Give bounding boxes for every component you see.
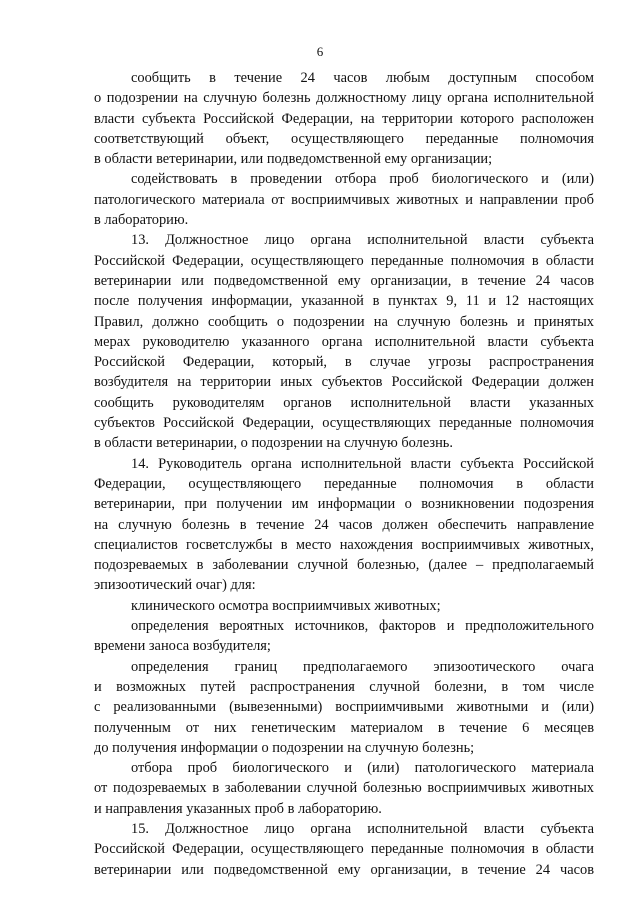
- text-line: сообщить руководителям органов исполнительной власти указанных: [94, 394, 594, 411]
- text-line: Российской Федерации, осуществляющего переданные полномочия в области: [94, 252, 594, 269]
- text-line: до получения информации о подозрении на случную болезнь;: [94, 739, 475, 756]
- text-line: в области ветеринарии, о подозрении на случную болезнь.: [94, 435, 453, 452]
- text-line: патологического материала от восприимчивых животных и направлении проб: [94, 191, 594, 208]
- text-line: 15. Должностное лицо органа исполнительной власти субъекта: [131, 820, 594, 837]
- text-line: ветеринарии или подведомственной ему организации, в течение 24 часов: [94, 272, 594, 289]
- text-line: о подозрении на случную болезнь должностному лицу органа исполнительной: [94, 90, 594, 107]
- text-line: времени заноса возбудителя;: [94, 638, 271, 655]
- text-line: ветеринарии или подведомственной ему организации, в течение 24 часов: [94, 861, 594, 878]
- text-line: полученным от них генетическим материалом в течение 6 месяцев: [94, 719, 594, 736]
- text-line: 14. Руководитель органа исполнительной власти субъекта Российской: [131, 455, 594, 472]
- text-line: Российской Федерации, осуществляющего переданные полномочия в области: [94, 841, 594, 858]
- text-line: эпизоотический очаг) для:: [94, 577, 256, 594]
- text-line: содействовать в проведении отбора проб биологического и (или): [131, 171, 594, 188]
- page-number: 6: [316, 44, 324, 59]
- text-line: 13. Должностное лицо органа исполнительной власти субъекта: [131, 232, 594, 249]
- text-line: соответствующий объект, осуществляющего переданные полномочия: [94, 130, 594, 147]
- text-line: отбора проб биологического и (или) патологического материала: [131, 760, 594, 777]
- text-line: в лабораторию.: [94, 212, 189, 229]
- document-body: [94, 68, 594, 880]
- text-line: субъектов Российской Федерации, осуществляющих переданные полномочия: [94, 415, 594, 432]
- text-line: в области ветеринарии, или подведомственной ему организации;: [94, 151, 493, 168]
- text-line: мерах руководителю указанного органа исполнительной власти субъекта: [94, 333, 594, 350]
- text-line: и возможных путей распространения случной болезни, в том числе: [94, 678, 594, 695]
- text-line: подозреваемых в заболевании случной болезнью, (далее – предполагаемый: [94, 557, 594, 574]
- text-line: клинического осмотра восприимчивых животных;: [131, 597, 441, 614]
- text-line: возбудителя на территории иных субъектов Российской Федерации должен: [94, 374, 594, 391]
- text-line: Правил, должно сообщить о подозрении на случную болезнь и принятых: [94, 313, 594, 330]
- text-line: и направления указанных проб в лабораторию.: [94, 800, 382, 817]
- text-line: с реализованными (вывезенными) восприимчивыми животными и (или): [94, 699, 594, 716]
- text-line: сообщить в течение 24 часов любым доступным способом: [131, 70, 594, 86]
- text-line: определения границ предполагаемого эпизоотического очага: [131, 658, 594, 675]
- text-line: власти субъекта Российской Федерации, на территории которого расположен: [94, 110, 594, 127]
- text-line: Российской Федерации, который, в случае угрозы распространения: [94, 354, 594, 371]
- text-line: от подозреваемых в заболевании случной болезнью восприимчивых животных: [94, 780, 594, 797]
- text-line: после получения информации, указанной в пунктах 9, 11 и 12 настоящих: [94, 293, 594, 310]
- text-line: определения вероятных источников, факторов и предположительного: [131, 618, 594, 635]
- text-line: специалистов госветслужбы в место нахождения восприимчивых животных,: [94, 536, 594, 553]
- text-line: Федерации, осуществляющего переданные полномочия в области: [94, 475, 594, 492]
- text-line: на случную болезнь в течение 24 часов должен обеспечить направление: [94, 516, 594, 533]
- text-line: ветеринарии, при получении им информации о возникновении подозрения: [94, 496, 594, 513]
